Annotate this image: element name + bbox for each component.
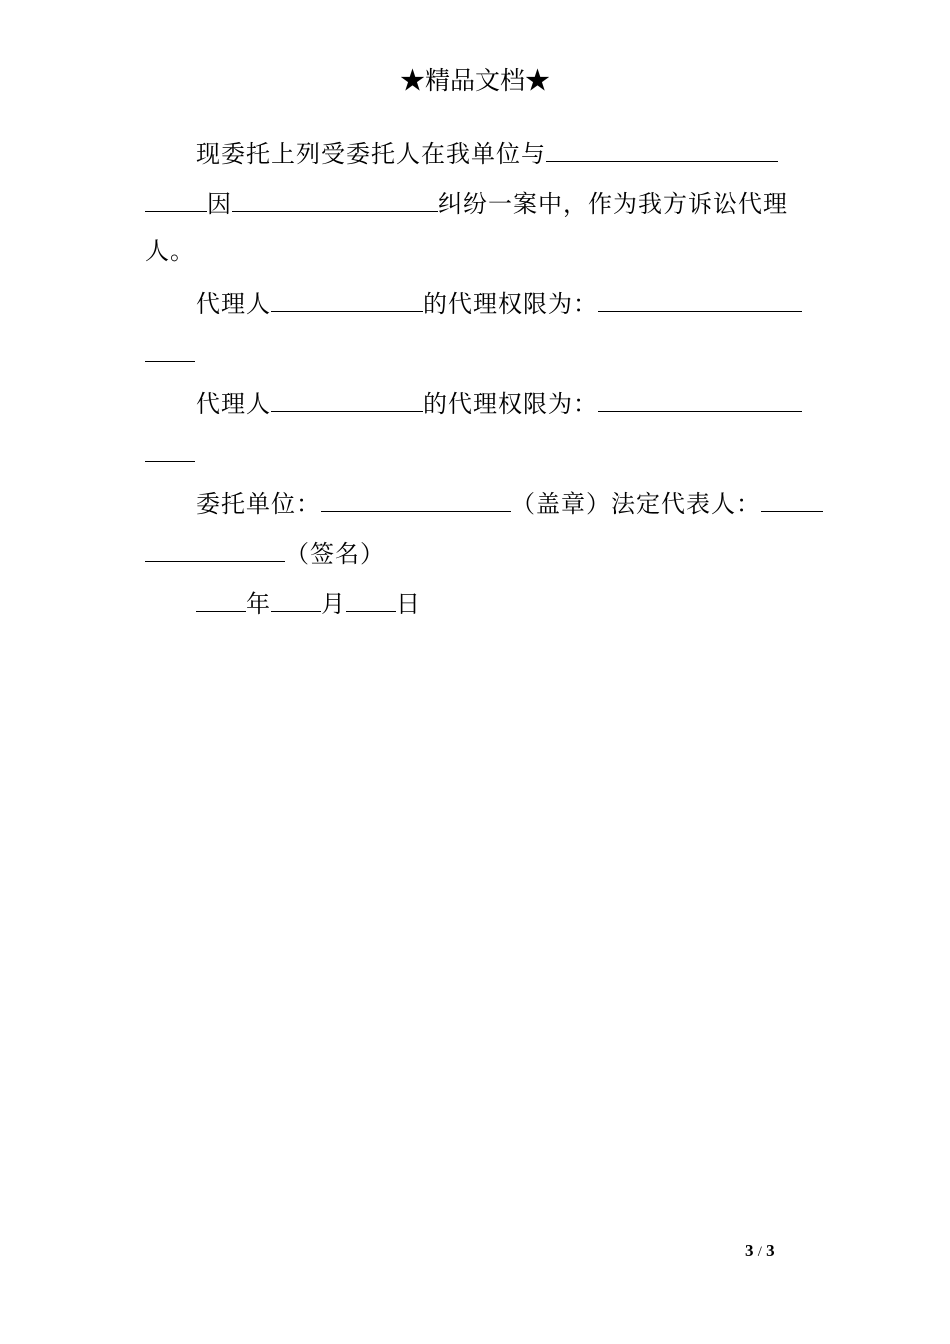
header-title: ★精品文档★: [399, 66, 550, 95]
legal-rep-label: 法定代表人：: [611, 490, 761, 518]
delegation-end-text: 人。: [145, 237, 195, 265]
signature-text: （签名）: [285, 540, 385, 568]
year-label: 年: [246, 590, 271, 618]
signature-line: [145, 531, 385, 571]
month-label: 月: [321, 590, 346, 618]
paragraph-delegation-line-3: [145, 231, 195, 271]
agent-1-name-blank[interactable]: [271, 281, 423, 312]
document-header: [0, 62, 950, 100]
page-number: [745, 1241, 775, 1261]
unit-blank[interactable]: [321, 481, 511, 512]
page-total: 3: [766, 1241, 775, 1260]
dispute-text: 纠纷一案中，作为我方诉讼代理: [438, 190, 788, 218]
agent-1-scope-blank[interactable]: [598, 281, 802, 312]
seal-text: （盖章）: [511, 490, 611, 518]
month-blank[interactable]: [271, 581, 321, 612]
party-blank-continued[interactable]: [145, 181, 207, 212]
date-line: [196, 581, 421, 621]
agent-1-label: 代理人: [196, 290, 271, 318]
day-blank[interactable]: [346, 581, 396, 612]
agent-2-scope-blank-continued[interactable]: [145, 431, 195, 462]
agent-2-scope-label: 的代理权限为：: [423, 390, 598, 418]
legal-rep-blank[interactable]: [761, 481, 823, 512]
agent-2-label: 代理人: [196, 390, 271, 418]
agent-2-line-2: [145, 431, 195, 471]
party-blank[interactable]: [546, 131, 778, 162]
delegation-text: 现委托上列受委托人在我单位与: [196, 140, 546, 168]
page-separator: /: [757, 1244, 762, 1260]
unit-label: 委托单位：: [196, 490, 321, 518]
agent-1-line: [196, 281, 802, 321]
agent-2-line: [196, 381, 802, 421]
cause-text: 因: [207, 190, 232, 218]
year-blank[interactable]: [196, 581, 246, 612]
paragraph-delegation-line-1: [196, 131, 778, 171]
page-current: 3: [745, 1241, 754, 1260]
dispute-blank[interactable]: [232, 181, 438, 212]
paragraph-delegation-line-2: [145, 181, 788, 221]
agent-2-name-blank[interactable]: [271, 381, 423, 412]
day-label: 日: [396, 590, 421, 618]
legal-rep-blank-continued[interactable]: [145, 531, 285, 562]
delegating-unit-line: [196, 481, 823, 521]
agent-1-scope-blank-continued[interactable]: [145, 331, 195, 362]
agent-1-line-2: [145, 331, 195, 371]
agent-2-scope-blank[interactable]: [598, 381, 802, 412]
agent-1-scope-label: 的代理权限为：: [423, 290, 598, 318]
